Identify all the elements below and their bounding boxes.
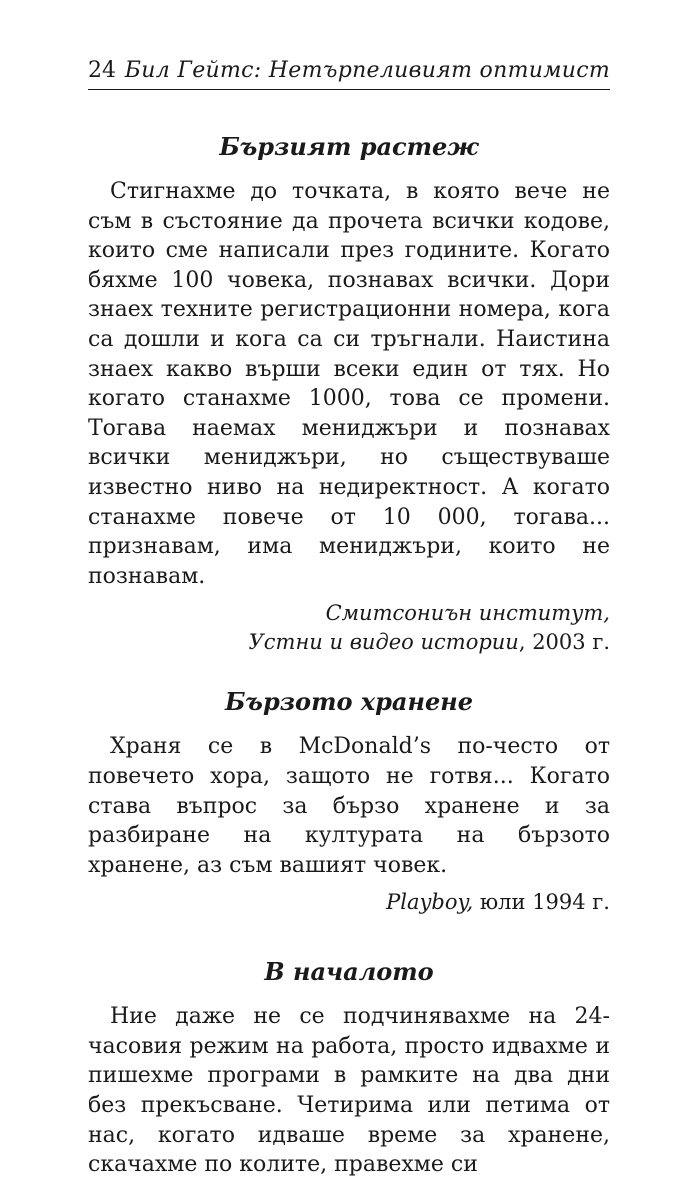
source-rest: юли 1994 г. <box>473 890 610 915</box>
section-body-fast-food: Храня се в McDonald’s по-често от повечето хора, защото не готвя... Когато става въпрос за бързо хранене и за разбиране на културата на бързото хранене, аз съм вашият човек. <box>88 734 610 878</box>
source-line-2-rest: , 2003 г. <box>518 630 610 655</box>
section-title-beginning: В началото <box>264 957 434 987</box>
source-line-1: Смитсониън институт, <box>325 601 610 626</box>
source-citation-smithsonian <box>88 599 610 657</box>
source-citation-playboy <box>88 888 610 917</box>
section-title-rapid-growth: Бързият растеж <box>219 132 479 161</box>
source-line-2-italic: Устни и видео истории <box>248 630 519 655</box>
page-number: 24 <box>88 58 116 83</box>
section-body-rapid-growth: Стигнахме до точката, в която вече не съм в състояние да прочета всички кодове, които сме написали през годините. Когато бяхме 100 човека, познавах всички. Дори знаех техните регистрационни номера, кога са дошли и кога са си тръгнали. Наистина знаех какво върши всеки един от тях. Но когато станахме 1000, това се промени. Тогава наемах мениджъри и познавах всички мениджъри, но съществуваше известно ниво на недиректност. А когато станахме повече от 10 000, тогава... признавам, има мениджъри, които не познавам. <box>88 179 610 589</box>
running-title: Бил Гейтс: Нетърпеливият оптимист <box>124 58 610 83</box>
source-line-2 <box>88 628 610 657</box>
section-title-fast-food: Бързото хранене <box>225 687 473 717</box>
source-italic: Playboy, <box>386 890 474 915</box>
book-page <box>88 58 610 1180</box>
section-body-beginning: Ние даже не се подчинявахме на 24-часовия режим на работа, просто идвахме и пишехме програми в рамките на два дни без прекъсване. Четирима или петима от нас, когато идваше време за хранене, скачахме по колите, правехме си <box>88 1004 610 1178</box>
running-header <box>88 58 610 90</box>
